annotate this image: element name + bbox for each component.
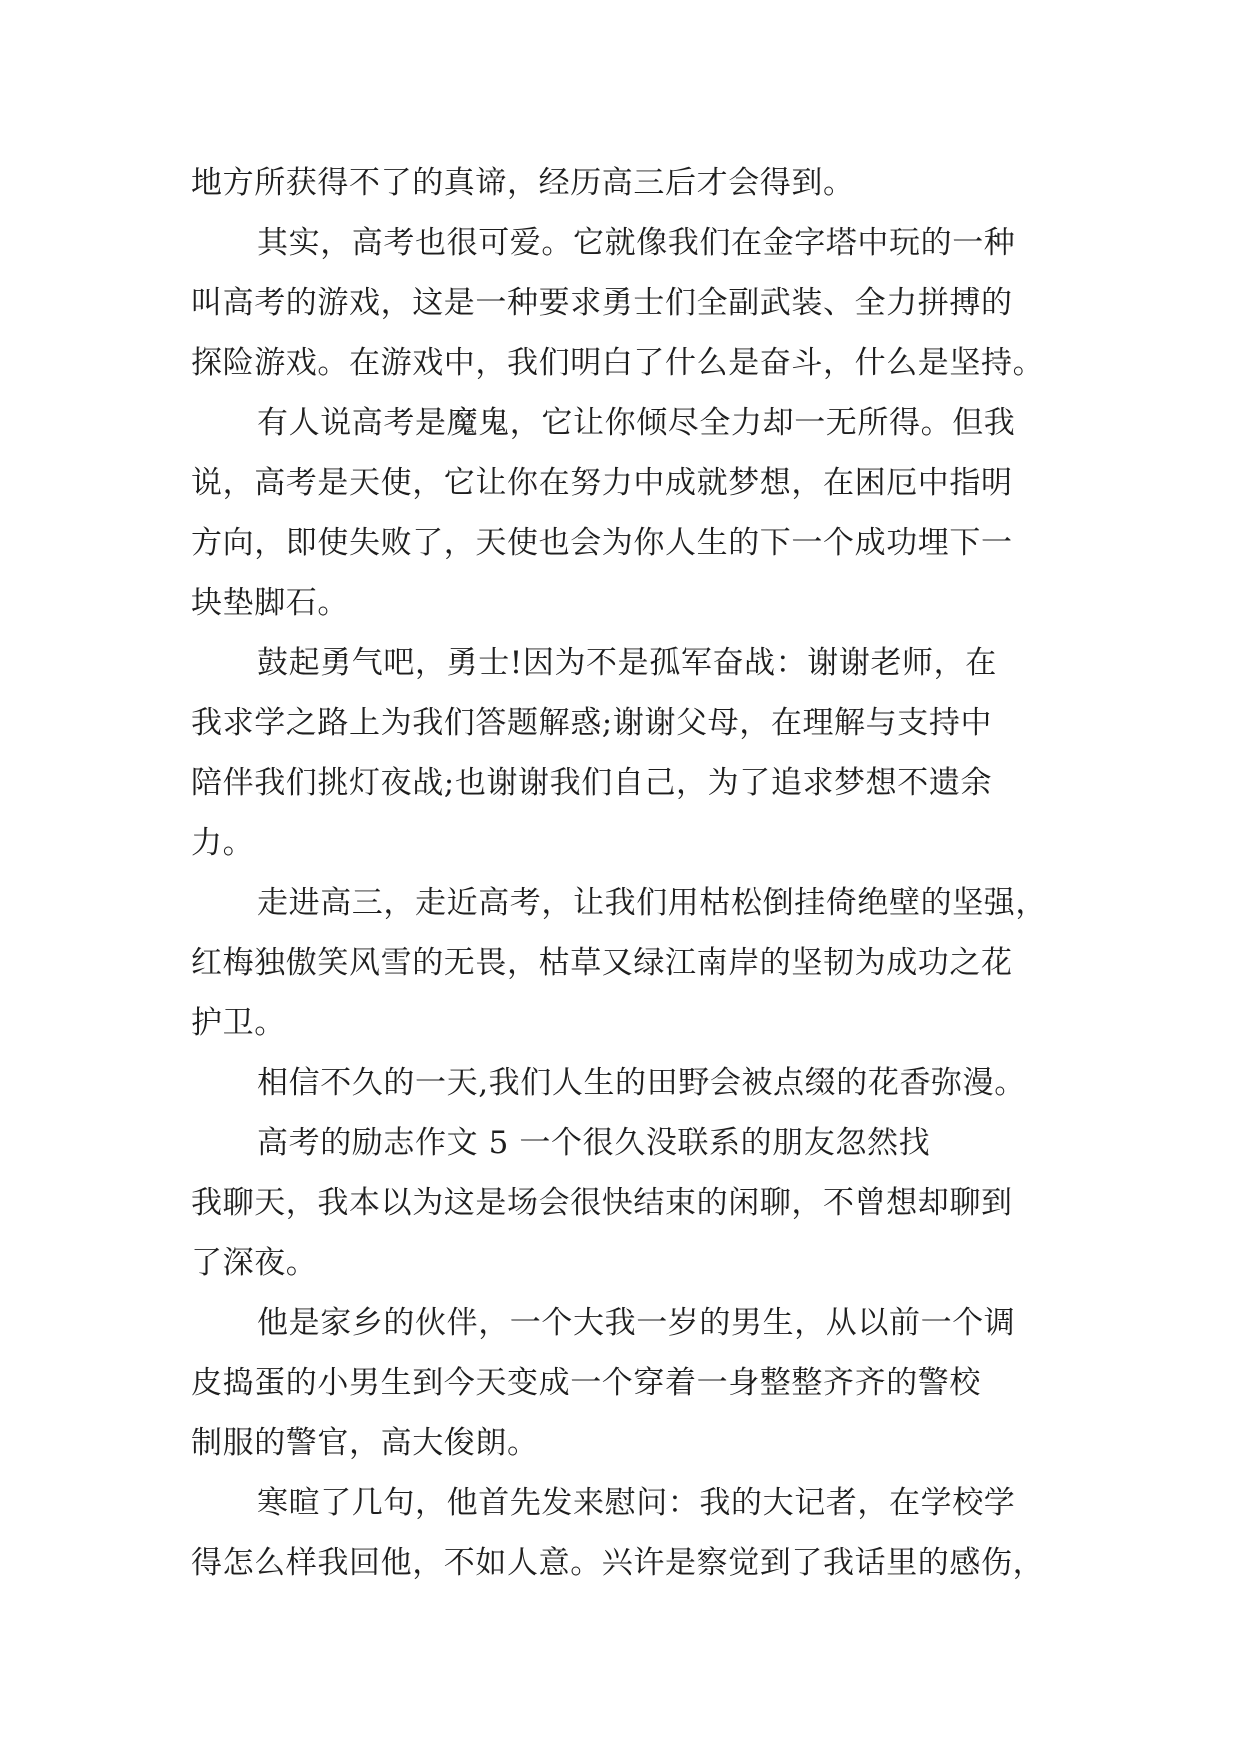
text-line: 有人说高考是魔鬼，它让你倾尽全力却一无所得。但我 [257,405,1016,441]
text-line: 了深夜。 [191,1245,318,1281]
text-line: 皮捣蛋的小男生到今天变成一个穿着一身整整齐齐的警校 [191,1365,981,1401]
text-line: 说，高考是天使，它让你在努力中成就梦想，在困厄中指明 [191,465,1013,501]
text-line: 叫高考的游戏，这是一种要求勇士们全副武装、全力拼搏的 [191,285,1013,321]
text-line: 我聊天，我本以为这是场会很快结束的闲聊，不曾想却聊到 [191,1185,1013,1221]
document-body [191,153,1061,1593]
text-line: 探险游戏。在游戏中，我们明白了什么是奋斗，什么是坚持。 [191,345,1045,381]
text-line: 相信不久的一天,我们人生的田野会被点缀的花香弥漫。 [257,1065,1026,1101]
text-line: 寒暄了几句，他首先发来慰问：我的大记者，在学校学 [257,1485,1016,1521]
text-line: 陪伴我们挑灯夜战;也谢谢我们自己，为了追求梦想不遗余 [191,765,993,801]
text-line: 红梅独傲笑风雪的无畏，枯草又绿江南岸的坚韧为成功之花 [191,945,1013,981]
text-line: 地方所获得不了的真谛，经历高三后才会得到。 [191,165,855,201]
text-line: 制服的警官，高大俊朗。 [191,1425,539,1461]
text-line: 块垫脚石。 [191,585,349,621]
text-line: 走进高三，走近高考，让我们用枯松倒挂倚绝壁的坚强， [257,885,1047,921]
text-line: 我求学之路上为我们答题解惑;谢谢父母，在理解与支持中 [191,705,993,741]
text-line: 方向，即使失败了，天使也会为你人生的下一个成功埋下一 [191,525,1013,561]
text-line: 得怎么样我回他，不如人意。兴许是察觉到了我话里的感伤， [191,1545,1045,1581]
text-line: 鼓起勇气吧，勇士!因为不是孤军奋战：谢谢老师，在 [257,645,997,681]
text-line: 其实，高考也很可爱。它就像我们在金字塔中玩的一种 [257,225,1016,261]
text-line: 他是家乡的伙伴，一个大我一岁的男生，从以前一个调 [257,1305,1016,1341]
text-line: 力。 [191,825,255,861]
text-line: 护卫。 [191,1005,286,1041]
text-line: 高考的励志作文 5 一个很久没联系的朋友忽然找 [257,1125,931,1161]
